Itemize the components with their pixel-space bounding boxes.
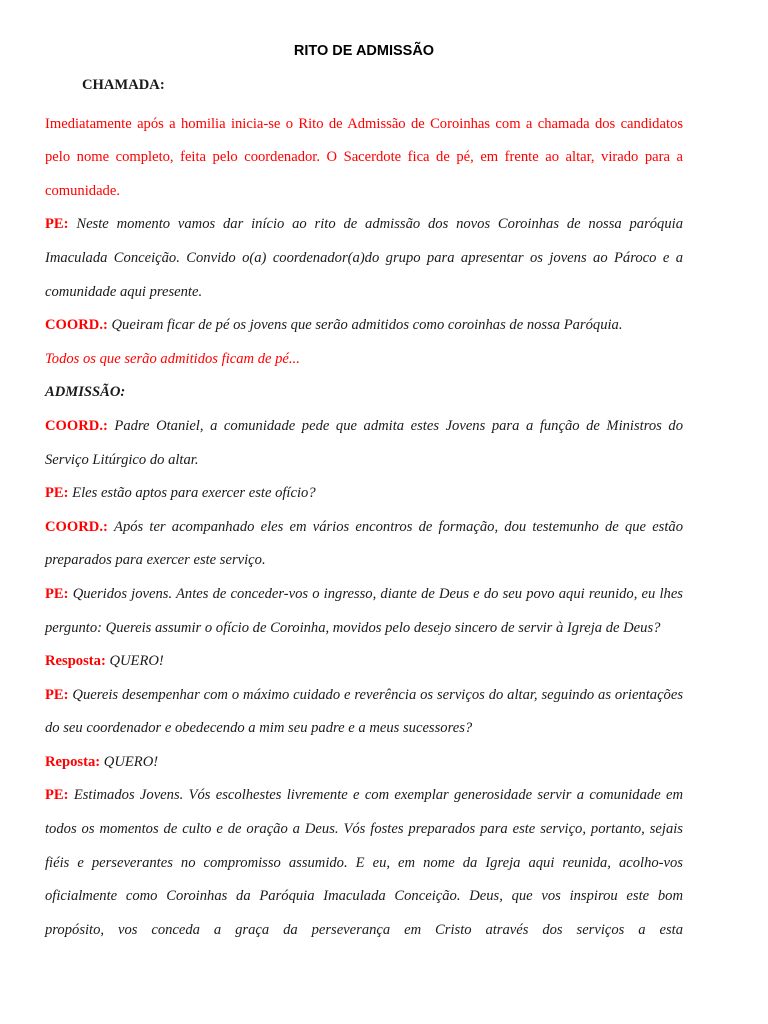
speaker-label: Reposta: xyxy=(45,753,101,770)
section-heading-chamada: CHAMADA: xyxy=(82,77,165,93)
speaker-label: PE: xyxy=(45,585,69,602)
dialogue-paragraph xyxy=(45,578,683,645)
speaker-label: COORD.: xyxy=(45,518,108,535)
dialogue-text: Estimados Jovens. Vós escolhestes livremente e com exemplar generosidade servir a comunidade em todos os momentos de culto e de oração a Deus. Vós fostes preparados para este serviço, portanto, sejais fiéis e perseverantes no compromisso assumido. E eu, em nome da Igreja aqui reunida, acolho-vos oficialmente como Coroinhas da Paróquia Imaculada Conceição. Deus, que vos inspirou este bom propósito, vos conceda a graça da perseverança em Cristo através dos serviços a esta xyxy=(45,787,683,938)
dialogue-text: Queiram ficar de pé os jovens que serão admitidos como coroinhas de nossa Paróquia. xyxy=(111,317,623,334)
dialogue-text: Queridos jovens. Antes de conceder-vos o ingresso, diante de Deus e do seu povo aqui reunido, eu lhes pergunto: Quereis assumir o ofício de Coroinha, movidos pelo desejo sincero de servir à Igreja de Deus? xyxy=(45,585,683,636)
speaker-label: COORD.: xyxy=(45,417,108,434)
speaker-label: PE: xyxy=(45,216,69,233)
dialogue-text: Eles estão aptos para exercer este ofício? xyxy=(72,485,316,502)
dialogue-paragraph xyxy=(45,309,683,343)
speaker-label: PE: xyxy=(45,485,69,502)
dialogue-text: Neste momento vamos dar início ao rito de admissão dos novos Coroinhas de nossa paróquia Imaculada Conceição. Convido o(a) coordenador(a)do grupo para apresentar os jovens ao Pároco e a comunidade aqui presente. xyxy=(45,216,684,300)
section-heading-admissao: ADMISSÃO: xyxy=(45,384,126,401)
document-title: RITO DE ADMISSÃO xyxy=(293,43,435,59)
rubric-stand: Todos os que serão admitidos ficam de pé... xyxy=(45,350,300,367)
document-page xyxy=(45,40,683,947)
dialogue-paragraph xyxy=(45,208,683,309)
dialogue-text: Após ter acompanhado eles em vários encontros de formação, dou testemunho de que estão preparados para exercer este serviço. xyxy=(45,518,684,569)
speaker-label: PE: xyxy=(45,686,69,703)
dialogue-text: QUERO! xyxy=(103,753,159,770)
dialogue-text: QUERO! xyxy=(109,653,164,670)
speaker-label: Resposta: xyxy=(45,653,106,670)
dialogue-paragraph xyxy=(45,645,683,679)
dialogue-text: Quereis desempenhar com o máximo cuidado e reverência os serviços do altar, seguindo as orientações do seu coordenador e obedecendo a mim seu padre e a meus sucessores? xyxy=(45,686,683,737)
dialogue-paragraph xyxy=(45,477,683,511)
dialogue-paragraph xyxy=(45,410,683,477)
dialogue-paragraph xyxy=(45,746,683,780)
speaker-label: COORD.: xyxy=(45,317,108,334)
dialogue-paragraph xyxy=(45,779,683,947)
dialogue-paragraph xyxy=(45,679,683,746)
dialogue-paragraph xyxy=(45,511,683,578)
intro-rubric: Imediatamente após a homilia inicia-se o Rito de Admissão de Coroinhas com a chamada dos candidatos pelo nome completo, feita pelo coordenador. O Sacerdote fica de pé, em frente ao altar, virado para a comunidade. xyxy=(45,115,683,199)
speaker-label: PE: xyxy=(45,787,69,804)
dialogue-text: Padre Otaniel, a comunidade pede que admita estes Jovens para a função de Ministros do Serviço Litúrgico do altar. xyxy=(45,417,683,468)
